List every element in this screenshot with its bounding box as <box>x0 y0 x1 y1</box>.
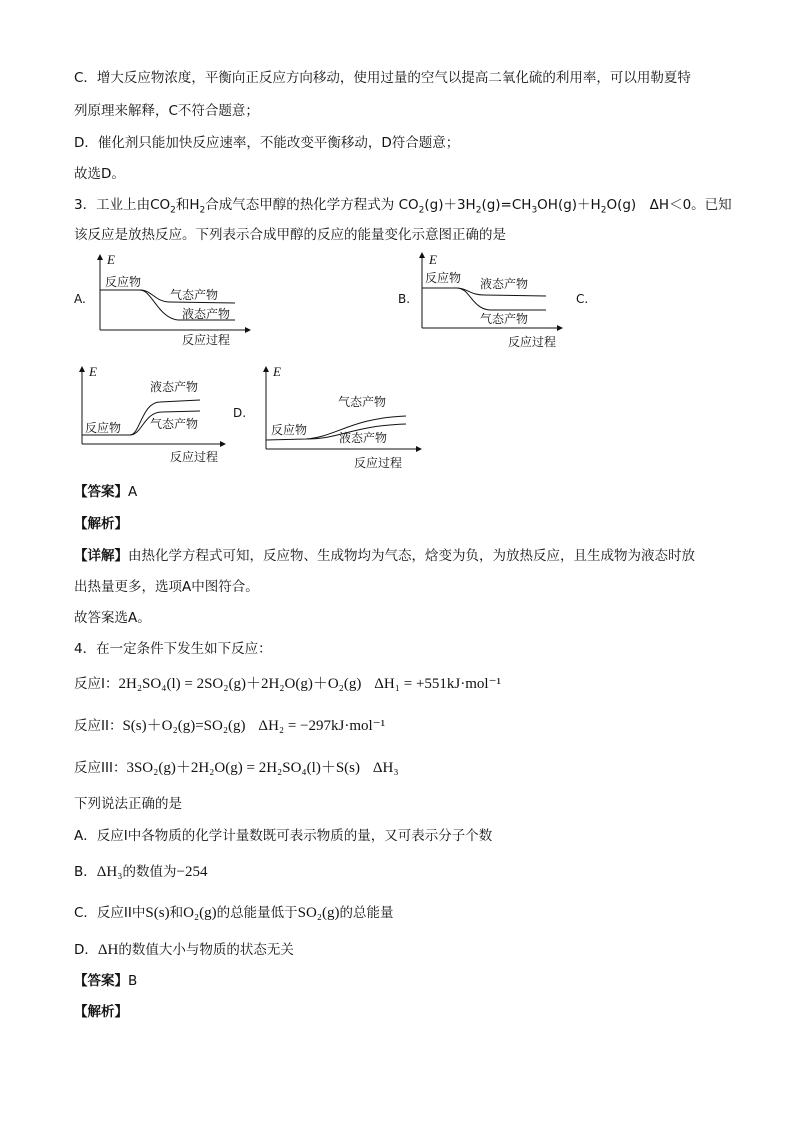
x-arrow-icon <box>245 327 251 333</box>
q4-option-d: D．ΔH的数值大小与物质的状态无关 <box>74 942 294 958</box>
option-c-label: C. <box>576 292 589 306</box>
liquid-label: 液态产物 <box>339 431 388 445</box>
liquid-label: 液态产物 <box>182 307 231 321</box>
q4-option-b: B．ΔH₃的数值为−254 <box>74 864 208 880</box>
gas-label: 气态产物 <box>480 312 529 326</box>
y-arrow-icon <box>419 252 425 258</box>
option-c-line2: 列原理来解释，C不符合题意； <box>74 103 259 119</box>
option-c-line1: C．增大反应物浓度，平衡向正反应方向移动，使用过量的空气以提高二氧化硫的利用率，可以用勒夏特 <box>74 70 691 86</box>
diagram-d <box>256 364 436 474</box>
answer-3: 【答案】A <box>74 484 138 500</box>
option-b-label: B. <box>398 292 411 306</box>
x-arrow-icon <box>220 441 226 447</box>
x-arrow-icon <box>557 325 563 331</box>
gas-label: 气态产物 <box>170 288 219 302</box>
analysis-3: 【解析】 <box>74 516 128 532</box>
reaction-3: 反应III：3SO₂(g)＋2H₂O(g) = 2H₂SO₄(l)＋S(s) ΔH₃ <box>74 760 399 776</box>
x-arrow-icon <box>416 446 422 452</box>
y-arrow-icon <box>79 366 85 372</box>
option-d-label: D. <box>233 406 247 420</box>
axis-e: E <box>107 252 115 267</box>
option-a-label: A. <box>74 292 86 306</box>
option-d-line: D．催化剂只能加快反应速率，不能改变平衡移动，D符合题意； <box>74 135 460 151</box>
x-axis-label: 反应过程 <box>354 456 403 470</box>
y-arrow-icon <box>97 254 103 260</box>
q4-option-a: A．反应I中各物质的化学计量数既可表示物质的量，又可表示分子个数 <box>74 828 493 844</box>
reactant-label: 反应物 <box>105 275 142 289</box>
diagram-b <box>412 250 572 350</box>
analysis-4: 【解析】 <box>74 1004 128 1020</box>
reactant-label: 反应物 <box>425 271 462 285</box>
reactant-label: 反应物 <box>85 421 122 435</box>
q4-intro: 4．在一定条件下发生如下反应： <box>74 641 272 657</box>
reactant-label: 反应物 <box>271 423 308 437</box>
diagram-c <box>72 364 232 464</box>
q4-option-c: C．反应II中S(s)和O₂(g)的总能量低于SO₂(g)的总能量 <box>74 905 394 921</box>
diagram-a <box>90 252 260 352</box>
gas-label: 气态产物 <box>150 417 199 431</box>
x-axis-label: 反应过程 <box>508 335 557 349</box>
x-axis-label: 反应过程 <box>182 333 231 347</box>
q3-line1: 3．工业上由$CO_2$和$H_2$合成气态甲醇的热化学方程式为 $CO_2(g)+3H_2(g)=CH_3OH(g)+H_2O(g)$ ΔH＜0。已知 <box>74 197 732 216</box>
axis-e: E <box>273 364 281 379</box>
select-line: 故选D。 <box>74 166 125 182</box>
detail-line1: 【详解】由热化学方程式可知，反应物、生成物均为气态，焓变为负，为放热反应，且生成物为液态时放 <box>74 548 695 564</box>
liquid-label: 液态产物 <box>150 380 199 394</box>
q3-line2: 该反应是放热反应。下列表示合成甲醇的反应的能量变化示意图正确的是 <box>74 227 506 243</box>
axis-e: E <box>89 364 97 379</box>
reaction-1: 反应I：2H₂SO₄(l) = 2SO₂(g)＋2H₂O(g)＋O₂(g) ΔH₁ = +551kJ·mol⁻¹ <box>74 676 501 692</box>
gas-label: 气态产物 <box>338 395 387 409</box>
reaction-2: 反应II：S(s)＋O₂(g)=SO₂(g) ΔH₂ = −297kJ·mol⁻¹ <box>74 718 386 734</box>
detail-line3: 故答案选A。 <box>74 610 151 626</box>
liquid-label: 液态产物 <box>480 277 529 291</box>
axis-e: E <box>429 252 437 267</box>
y-arrow-icon <box>263 366 269 372</box>
x-axis-label: 反应过程 <box>170 450 219 464</box>
q4-ask: 下列说法正确的是 <box>74 796 182 812</box>
answer-4: 【答案】B <box>74 973 138 989</box>
gas-curve <box>457 288 546 310</box>
detail-line2: 出热量更多，选项A中图符合。 <box>74 579 259 595</box>
